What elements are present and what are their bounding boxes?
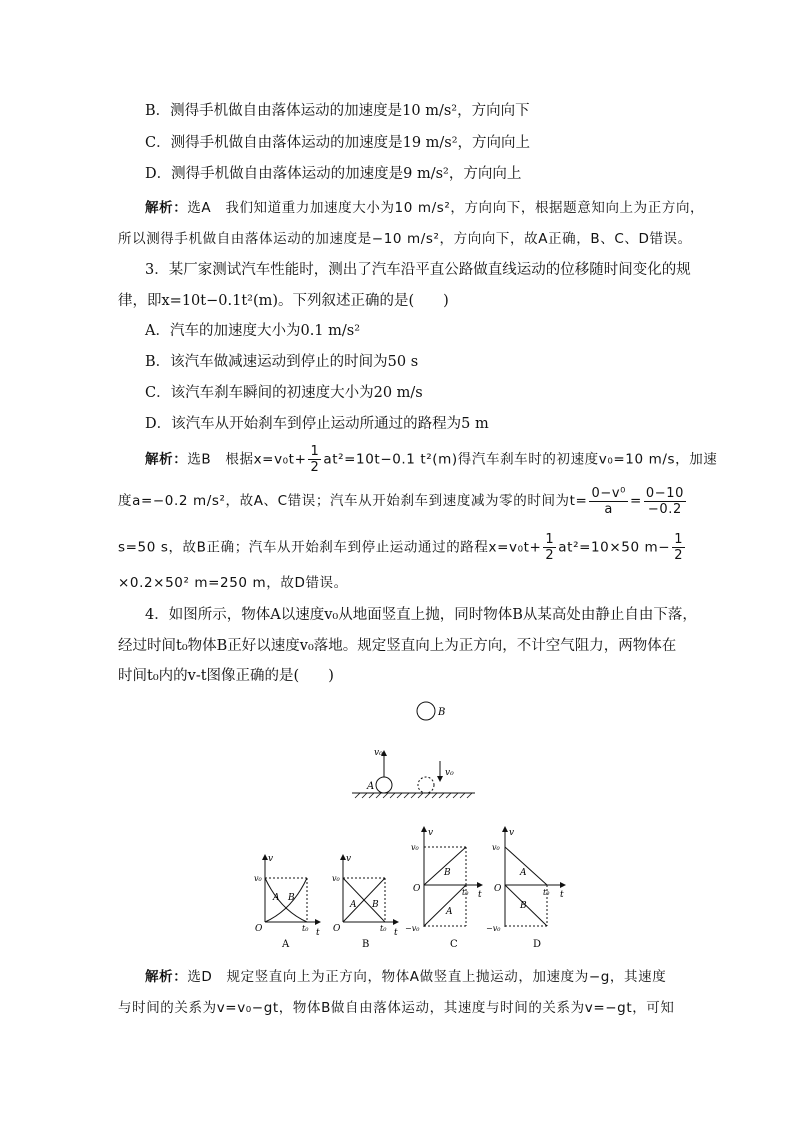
scene — [352, 702, 475, 798]
q3-solution-line4: ×0.2×50² m=250 m，故D错误。 — [118, 575, 348, 591]
ball-b-landed-icon — [418, 777, 434, 793]
svg-text:A: A — [282, 939, 290, 950]
svg-text:B: B — [520, 901, 527, 911]
svg-text:v: v — [428, 828, 434, 838]
q2-solution-line2: 所以测得手机做自由落体运动的加速度是−10 m/s²，方向向下，故A正确，B、C、D错误。 — [118, 231, 692, 247]
svg-text:−v₀: −v₀ — [405, 924, 420, 933]
svg-text:t: t — [316, 928, 320, 938]
svg-text:B: B — [372, 900, 379, 910]
solution-label: 解析： — [145, 200, 188, 216]
svg-text:t: t — [478, 890, 482, 900]
q3-option-a: A．汽车的加速度大小为0.1 m/s² — [145, 323, 361, 339]
svg-text:v₀: v₀ — [254, 874, 262, 883]
q2-option-b: B．测得手机做自由落体运动的加速度是10 m/s²，方向向下 — [145, 103, 530, 119]
svg-text:O: O — [494, 884, 502, 894]
svg-text:O: O — [333, 924, 341, 934]
svg-text:t₀: t₀ — [380, 924, 387, 933]
q4-solution-line1: 解析：选D 规定竖直向上为正方向，物体A做竖直上抛运动，加速度为−g，其速度 — [145, 969, 667, 985]
svg-text:v: v — [346, 854, 352, 864]
svg-text:t: t — [560, 890, 564, 900]
svg-text:B: B — [444, 868, 451, 878]
svg-text:v₀: v₀ — [332, 874, 340, 883]
svg-text:C: C — [450, 939, 458, 950]
figure — [0, 695, 794, 955]
graph-a — [254, 854, 320, 950]
q2-option-d: D．测得手机做自由落体运动的加速度是9 m/s²，方向向上 — [145, 166, 522, 182]
svg-text:v₀: v₀ — [492, 843, 500, 852]
ball-a-icon — [376, 777, 392, 793]
svg-text:t₀: t₀ — [543, 888, 550, 897]
svg-text:t₀: t₀ — [302, 924, 309, 933]
q3-solution-line2: 度a=−0.2 m/s²，故A、C错误；汽车从开始刹车到速度减为零的时间为t= $\frac{\text{0−v⁰}}{a}$ = $\frac{0-10}{-0.2}$ — [118, 485, 684, 517]
q4-stem-line3: 时间t₀内的v-t图像正确的是( ) — [118, 668, 334, 684]
svg-text:v₀: v₀ — [445, 768, 454, 778]
svg-text:v₀: v₀ — [411, 843, 419, 852]
svg-text:O: O — [255, 924, 263, 934]
svg-text:t₀: t₀ — [462, 888, 469, 897]
svg-text:O: O — [413, 884, 421, 894]
q2-solution-line1: 解析：选A 我们知道重力加速度大小为10 m/s²，方向向下，根据题意知向上为正方向， — [145, 200, 705, 216]
svg-text:t: t — [394, 928, 398, 938]
svg-text:v₀: v₀ — [374, 748, 383, 758]
q4-stem-line2: 经过时间t₀物体B正好以速度v₀落地。规定竖直向上为正方向，不计空气阻力，两物体在 — [118, 638, 677, 654]
svg-text:−v₀: −v₀ — [486, 924, 501, 933]
svg-text:A: A — [520, 868, 527, 878]
svg-text:A: A — [446, 907, 453, 917]
q3-stem-line1: 3．某厂家测试汽车性能时，测出了汽车沿平直公路做直线运动的位移随时间变化的规 — [145, 262, 691, 278]
q3-solution-line1: 解析：选B 根据x=v₀t+ $\frac{1}{2}$ at²=10t−0.1 t²(m)得汽车刹车时的初速度v₀=10 m/s，加速 — [145, 444, 718, 475]
q4-solution-line2: 与时间的关系为v=v₀−gt，物体B做自由落体运动，其速度与时间的关系为v=−gt，可知 — [118, 1000, 675, 1016]
ball-b-label: B — [438, 707, 446, 718]
svg-text:B: B — [362, 939, 370, 950]
svg-text:A: A — [350, 900, 357, 910]
fraction-half: $\frac{1}{2}$ — [310, 444, 320, 475]
q3-stem-line2: 律，即x=10t−0.1t²(m)。下列叙述正确的是( ) — [118, 293, 449, 309]
q3-solution-line3: s=50 s，故B正确；汽车从开始刹车到停止运动通过的路程x=v₀t+ $\frac{1}{2}$ at²=10×50 m− $\frac{1}{2}$ — [118, 532, 684, 563]
q4-stem-line1: 4．如图所示，物体A以速度v₀从地面竖直上抛，同时物体B从某高处由静止自由下落， — [145, 607, 697, 623]
svg-text:A: A — [273, 893, 280, 903]
graph-b — [332, 854, 398, 950]
fraction-1: $\frac{\text{0−v⁰}}{a}$ — [591, 485, 626, 517]
ball-a-label: A — [367, 781, 375, 792]
graph-d — [486, 827, 565, 950]
svg-text:D: D — [533, 939, 542, 950]
ball-b-icon — [417, 702, 435, 720]
svg-text:B: B — [288, 893, 295, 903]
svg-text:v: v — [268, 854, 274, 864]
graph-c — [405, 827, 482, 950]
q2-option-c: C．测得手机做自由落体运动的加速度是19 m/s²，方向向上 — [145, 135, 531, 151]
fraction-2: $\frac{0-10}{-0.2}$ — [645, 485, 684, 517]
svg-text:v: v — [509, 828, 515, 838]
q3-option-c: C．该汽车刹车瞬间的初速度大小为20 m/s — [145, 385, 423, 401]
q3-option-b: B．该汽车做减速运动到停止的时间为50 s — [145, 354, 419, 370]
q3-option-d: D．该汽车从开始刹车到停止运动所通过的路程为5 m — [145, 416, 489, 432]
ground-hatching — [355, 793, 472, 798]
